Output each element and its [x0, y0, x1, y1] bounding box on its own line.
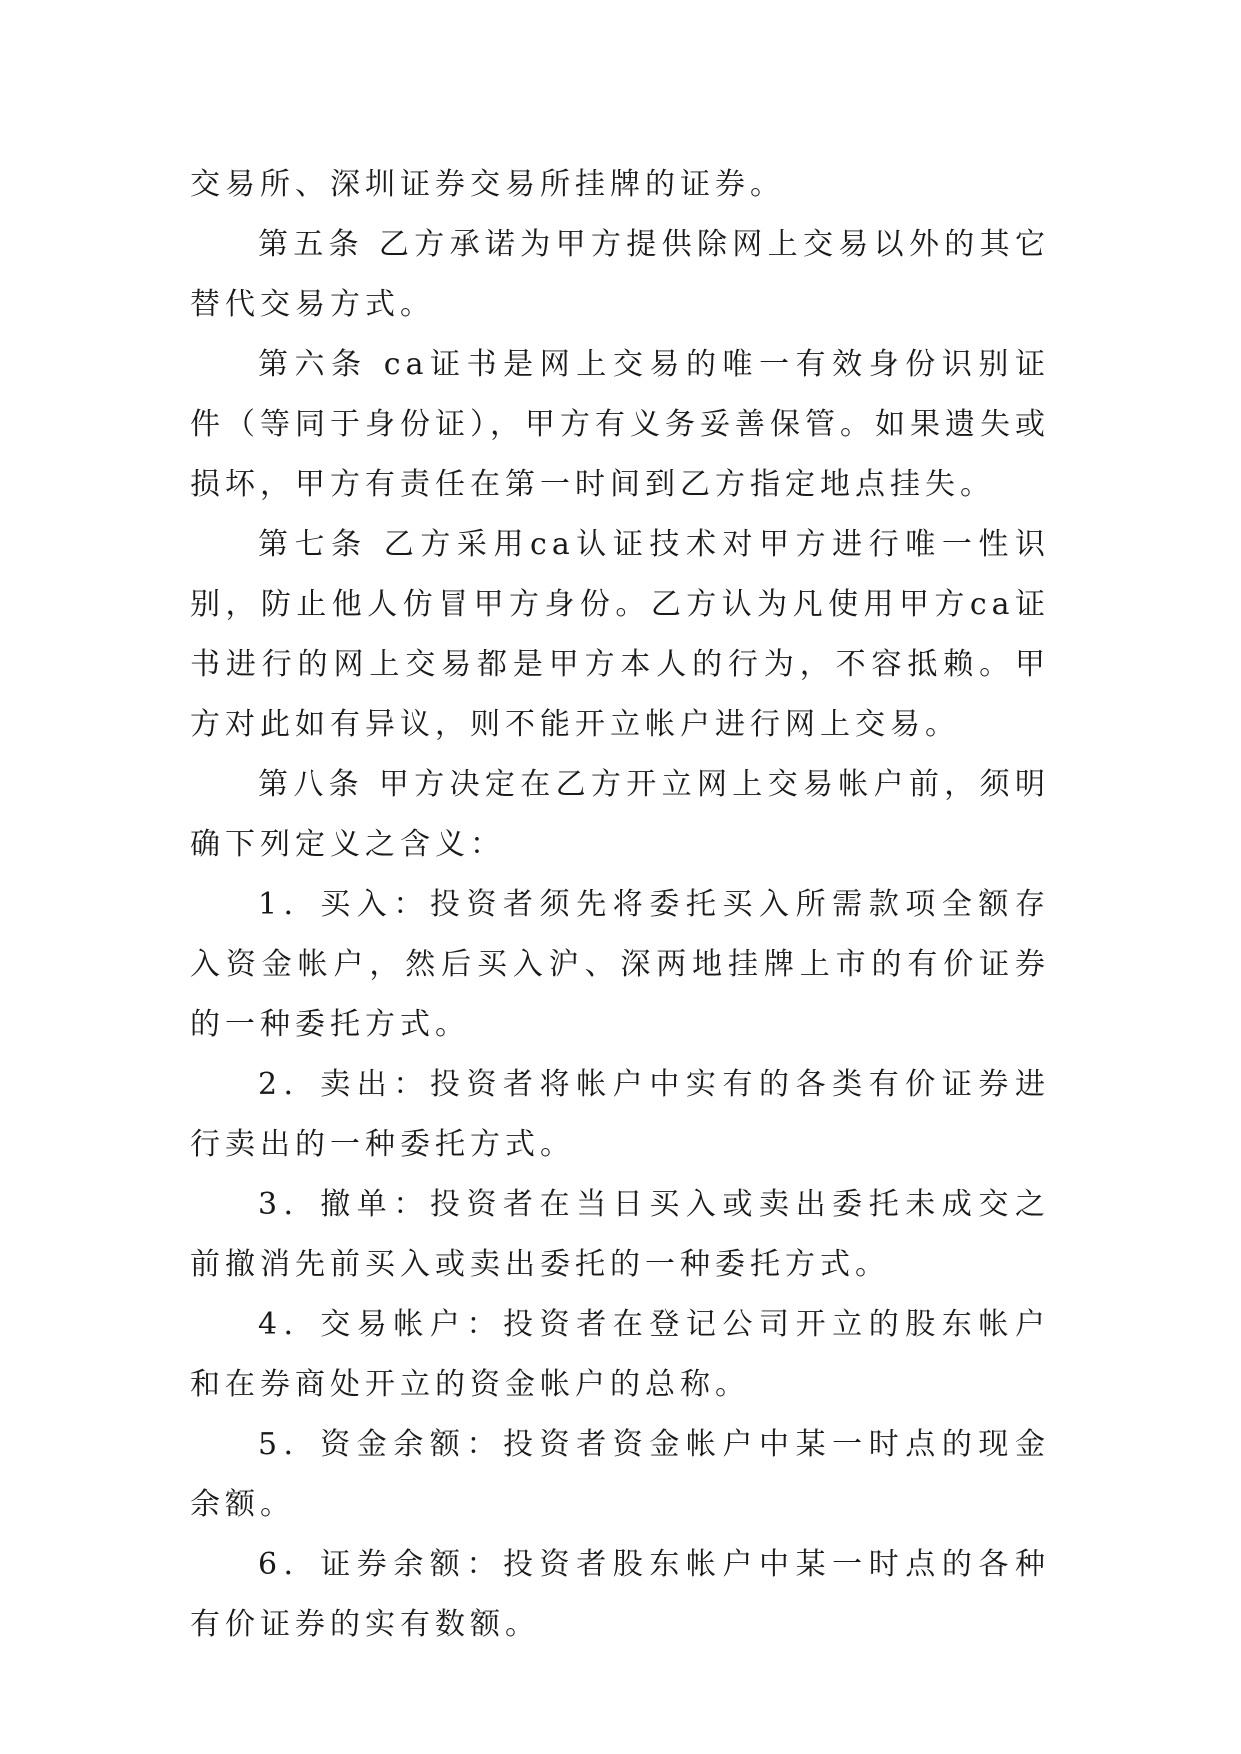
definition-trading-account: 4．交易帐户：投资者在登记公司开立的股东帐户和在券商处开立的资金帐户的总称。: [190, 1307, 1050, 1402]
definition-buy: 1．买入：投资者须先将委托买入所需款项全额存入资金帐户，然后买入沪、深两地挂牌上市的有价证券的一种委托方式。: [190, 887, 1050, 1042]
definition-cancel-order: 3．撤单：投资者在当日买入或卖出委托未成交之前撤消先前买入或卖出委托的一种委托方式。: [190, 1187, 1050, 1282]
document-body: [190, 155, 1050, 1655]
paragraph-article-5: 第五条 乙方承诺为甲方提供除网上交易以外的其它替代交易方式。: [190, 227, 1050, 322]
paragraph-article-8: 第八条 甲方决定在乙方开立网上交易帐户前，须明确下列定义之含义：: [190, 767, 1050, 862]
definition-sell: 2．卖出：投资者将帐户中实有的各类有价证券进行卖出的一种委托方式。: [190, 1067, 1050, 1162]
paragraph-continuation: 交易所、深圳证券交易所挂牌的证券。: [190, 167, 785, 202]
definition-securities-balance: 6．证券余额：投资者股东帐户中某一时点的各种有价证券的实有数额。: [190, 1547, 1050, 1642]
definition-cash-balance: 5．资金余额：投资者资金帐户中某一时点的现金余额。: [190, 1427, 1050, 1522]
paragraph-article-6: 第六条 ca证书是网上交易的唯一有效身份识别证件（等同于身份证），甲方有义务妥善保管。如果遗失或损坏，甲方有责任在第一时间到乙方指定地点挂失。: [190, 347, 1050, 502]
paragraph-article-7: 第七条 乙方采用ca认证技术对甲方进行唯一性识别，防止他人仿冒甲方身份。乙方认为凡使用甲方ca证书进行的网上交易都是甲方本人的行为，不容抵赖。甲方对此如有异议，则不能开立帐户进行网上交易。: [190, 527, 1050, 742]
